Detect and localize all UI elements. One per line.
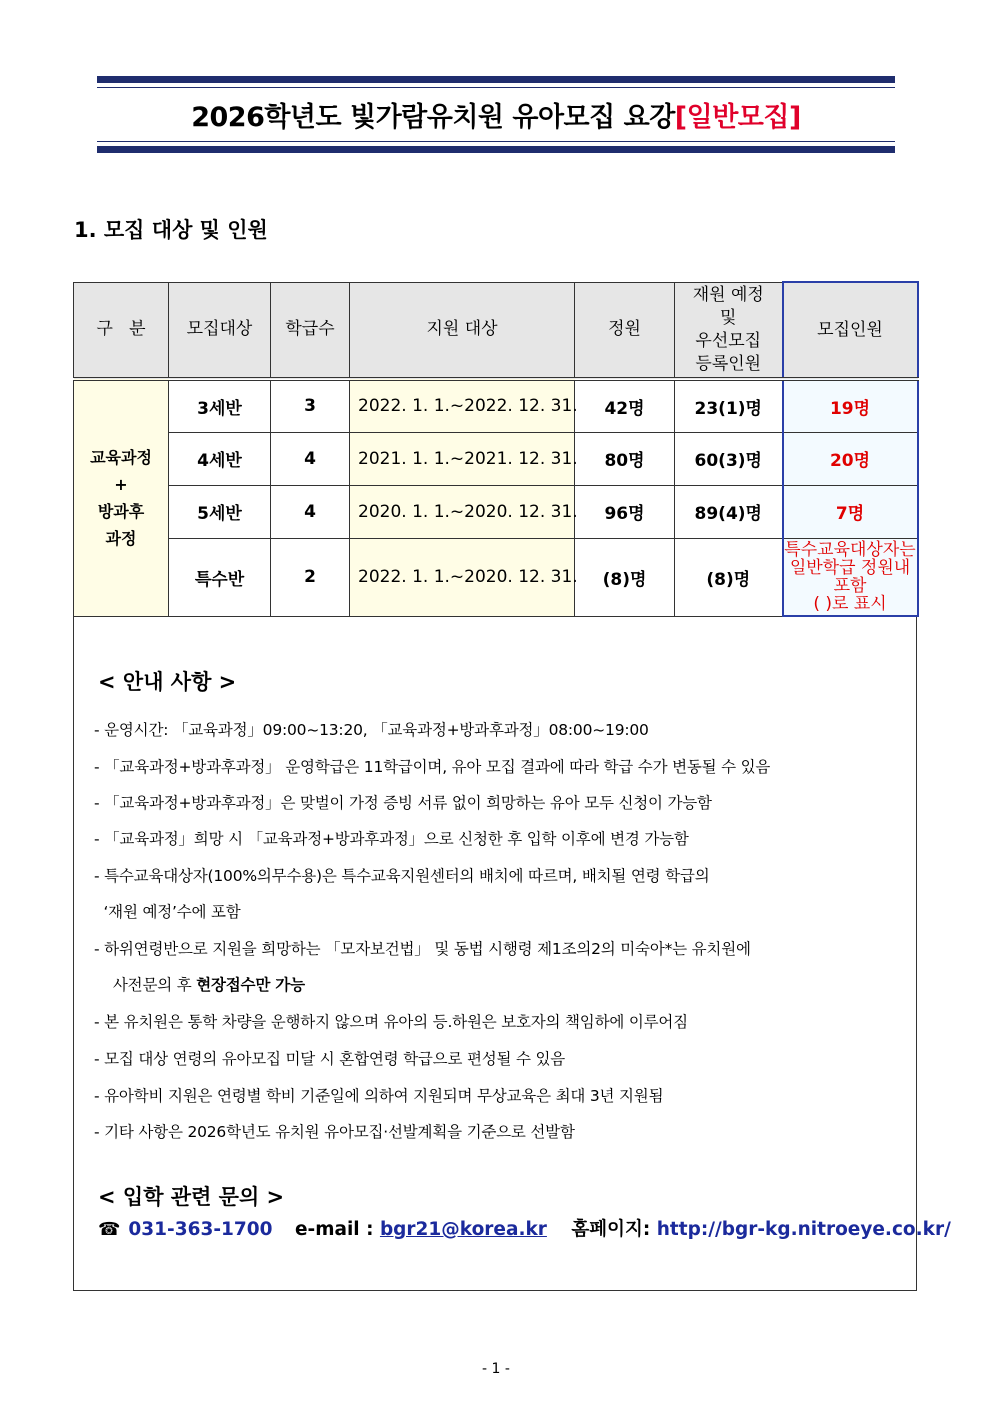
title-bottom-bar <box>97 146 895 153</box>
notice-line: - 특수교육대상자(100%의무수용)은 특수교육지원센터의 배치에 따르며, 배치될 연령 학급의 <box>94 867 710 885</box>
notice-line: - 운영시간: 「교육과정」09:00~13:20, 「교육과정+방과후과정」08:00~19:00 <box>94 721 649 739</box>
header-target: 모집대상 <box>169 282 271 379</box>
page-title <box>97 95 895 134</box>
header-enrolled: 재원 예정 및 우선모집 등록인원 <box>675 282 783 379</box>
row-capacity: 42명 <box>575 379 675 432</box>
title-bottom-line <box>97 141 895 142</box>
row-enrolled: 60(3)명 <box>675 432 783 485</box>
row-target: 3세반 <box>169 379 271 432</box>
row-target: 4세반 <box>169 432 271 485</box>
inquiry-heading: < 입학 관련 문의 > <box>98 1185 285 1209</box>
recruitment-table <box>73 281 919 617</box>
notice-line: - 「교육과정+방과후과정」은 맞벌이 가정 증빙 서류 없이 희망하는 유아 모두 신청이 가능함 <box>94 794 712 812</box>
row-classes: 4 <box>271 485 350 538</box>
group-label: 교육과정 + 방과후 과정 <box>74 379 169 616</box>
row-capacity: (8)명 <box>575 538 675 616</box>
email-link[interactable]: bgr21@korea.kr <box>379 1219 547 1240</box>
title-highlight: [일반모집] <box>674 102 801 133</box>
notice-line: - 유아학비 지원은 연령별 학비 기준일에 의하여 지원되며 무상교육은 최대 3년 지원됨 <box>94 1087 664 1105</box>
table-header-row <box>74 282 918 379</box>
row-eligibility: 2022. 1. 1.~2020. 12. 31. <box>350 538 575 616</box>
notice-bold-tail: 현장접수만 가능 <box>196 976 305 994</box>
contact-line <box>98 1215 951 1241</box>
header-recruit: 모집인원 <box>783 282 918 379</box>
row-classes: 3 <box>271 379 350 432</box>
row-eligibility: 2022. 1. 1.~2022. 12. 31. <box>350 379 575 432</box>
notice-box <box>73 617 951 1291</box>
phone-number: 031-363-1700 <box>128 1219 273 1240</box>
table-row <box>74 379 918 432</box>
row-capacity: 96명 <box>575 485 675 538</box>
row-recruit: 20명 <box>783 432 918 485</box>
row-target: 5세반 <box>169 485 271 538</box>
title-box <box>97 76 895 153</box>
row-eligibility: 2020. 1. 1.~2020. 12. 31. <box>350 485 575 538</box>
notice-line: - 본 유치원은 통학 차량을 운행하지 않으며 유아의 등.하원은 보호자의 책임하에 이루어짐 <box>94 1013 688 1031</box>
notice-line: ‘재원 예정’수에 포함 <box>94 903 241 921</box>
title-main: 2026학년도 빛가람유치원 유아모집 요강 <box>191 102 675 133</box>
notice-line: 사전문의 후 현장접수만 가능 <box>94 976 305 994</box>
table-row <box>74 538 918 616</box>
row-enrolled: (8)명 <box>675 538 783 616</box>
notice-heading: < 안내 사항 > <box>98 670 237 694</box>
row-recruit-note: 특수교육대상자는 일반학급 정원내 포함 ( )로 표시 <box>783 538 918 616</box>
table-row <box>74 485 918 538</box>
header-eligibility: 지원 대상 <box>350 282 575 379</box>
row-recruit: 7명 <box>783 485 918 538</box>
phone-icon: ☎ <box>98 1219 121 1240</box>
title-top-bar <box>97 76 895 83</box>
notice-line: - 모집 대상 연령의 유아모집 미달 시 혼합연령 학급으로 편성될 수 있음 <box>94 1050 566 1068</box>
row-target: 특수반 <box>169 538 271 616</box>
header-category: 구 분 <box>74 282 169 379</box>
row-classes: 4 <box>271 432 350 485</box>
row-classes: 2 <box>271 538 350 616</box>
page-number: - 1 - <box>482 1361 510 1377</box>
header-capacity: 정원 <box>575 282 675 379</box>
notice-line: - 「교육과정+방과후과정」 운영학급은 11학급이며, 유아 모집 결과에 따라 학급 수가 변동될 수 있음 <box>94 758 771 776</box>
row-recruit: 19명 <box>783 379 918 432</box>
row-enrolled: 23(1)명 <box>675 379 783 432</box>
row-capacity: 80명 <box>575 432 675 485</box>
notice-line: - 하위연령반으로 지원을 희망하는 「모자보건법」 및 동법 시행령 제1조의2의 미숙아*는 유치원에 <box>94 940 751 958</box>
homepage-label: 홈페이지: <box>571 1219 651 1240</box>
email-label: e-mail : <box>294 1219 374 1240</box>
header-classes: 학급수 <box>271 282 350 379</box>
section-title: 1. 모집 대상 및 인원 <box>74 218 268 242</box>
row-enrolled: 89(4)명 <box>675 485 783 538</box>
homepage-link[interactable]: http://bgr-kg.nitroeye.co.kr/ <box>656 1219 951 1240</box>
notice-line: - 기타 사항은 2026학년도 유치원 유아모집·선발계획을 기준으로 선발함 <box>94 1123 575 1141</box>
table-row <box>74 432 918 485</box>
row-eligibility: 2021. 1. 1.~2021. 12. 31. <box>350 432 575 485</box>
title-top-line <box>97 87 895 88</box>
notice-line: - 「교육과정」희망 시 「교육과정+방과후과정」으로 신청한 후 입학 이후에 변경 가능함 <box>94 830 689 848</box>
